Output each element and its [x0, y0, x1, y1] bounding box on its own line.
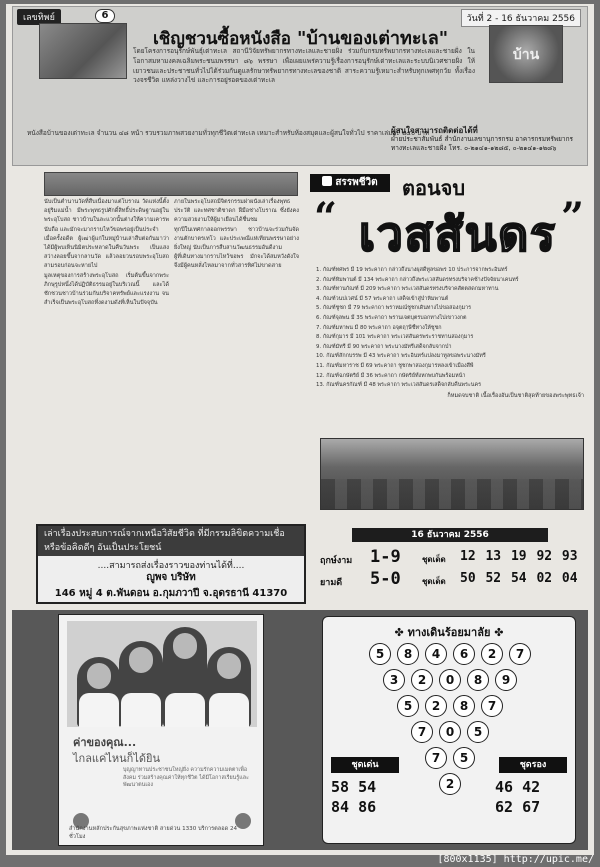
lottery-row [312, 570, 588, 592]
paragraph: ทุกปีในเทศกาลออกพรรษา ชาวบ้านจะร่วมกันจัดงานตักบาตรเทโว และประเพณีแห่เทียนพรรษาอย่างยิ่งใหญ่ นับเป็นการสืบสานวัฒนธรรมอันดีงาม [174, 226, 299, 252]
number-ball: 8 [397, 643, 419, 665]
number-ball: 2 [425, 695, 447, 717]
number-pair: 84 86 [331, 798, 377, 816]
list-item: 7. กัณฑ์มหาพน มี 80 พระคาถา อจุตฤๅษีชี้ทางให้ชูชก [316, 324, 442, 331]
number-ball: 5 [397, 695, 419, 717]
primary-set-numbers [331, 777, 407, 817]
child-shirt [209, 693, 249, 727]
turtle-book-image: บ้าน [489, 25, 563, 83]
column-logo [310, 174, 390, 192]
article-title: เวสสันดร [359, 207, 557, 261]
number-ball: 7 [425, 747, 447, 769]
list-item: 2. กัณฑ์หิมพานต์ มี 134 พระคาถา กล่าวถึงพระเวสสันดรทรงบริจาคช้างปัจจัยนาเคนทร์ [316, 276, 519, 283]
number-ball: 8 [467, 669, 489, 691]
image-watermark: [800x1135] http://upic.me/ [437, 854, 594, 865]
list-item: 8. กัณฑ์กุมาร มี 101 พระคาถา พระเวสสันดรพระราชทานสองกุมาร [316, 334, 474, 341]
number-pair: 62 67 [495, 798, 541, 816]
set-numbers: 50 52 54 02 04 [460, 571, 578, 586]
close-quote-icon: ” [560, 194, 584, 241]
child-figure [163, 627, 207, 727]
ad-brand: ญูพจ บริษัท [146, 572, 196, 583]
number-ball: 7 [411, 721, 433, 743]
page-number: 6 [95, 9, 115, 23]
lottery-row [312, 548, 588, 570]
number-ball: 9 [495, 669, 517, 691]
clover-icon: ✤ [490, 626, 504, 639]
newspaper-page [6, 4, 594, 855]
child-face [173, 633, 197, 659]
ad-address: 146 หมู่ 4 ต.พันดอน อ.กุมภวาปี จ.อุดรธานี 41370 [54, 588, 288, 599]
temple-photo [44, 172, 298, 196]
list-item: 10. กัณฑ์สักกบรรพ มี 43 พระคาถา พระอินทร์แปลงมาทูลขอพระนางมัทรี [316, 353, 486, 360]
header-band [12, 6, 588, 166]
column-name: สรรพชีวิต [335, 177, 378, 188]
lottery-date: 16 ธันวาคม 2556 [352, 528, 548, 542]
contact-box [391, 127, 581, 152]
paragraph: ผู้ที่เดินทางมากราบไหว้ขอพร มักจะได้สมหวังดังใจ จึงมีผู้คนหลั่งไหลมาจากทั่วสารทิศไม่ขาดสาย [174, 254, 299, 270]
issue-date: วันที่ 2 - 16 ธันวาคม 2556 [461, 9, 581, 27]
invite-prefix: เชิญชวนซื้อหนังสือ [153, 29, 292, 49]
set-label: ชุดเด็ด [422, 555, 446, 564]
list-item: 11. กัณฑ์มหาราช มี 69 พระคาถา ชูชกพาสองกุมารหลงเข้าเมืองสีพี [316, 362, 474, 369]
book-cover-image [39, 23, 127, 79]
right-article [310, 172, 588, 512]
number-ball: 5 [467, 721, 489, 743]
child-figure [119, 641, 163, 727]
number-ball: 7 [509, 643, 531, 665]
chapter-list [316, 266, 584, 400]
open-quote-icon: “ [314, 194, 338, 241]
child-shirt [79, 693, 119, 727]
list-item: 13. กัณฑ์นครกัณฑ์ มี 48 พระคาถา พระเวสสันดรเสด็จกลับคืนพระนคร [316, 382, 481, 389]
primary-set-label: ชุดเด่น [331, 757, 399, 773]
header-body-text: โดยโครงการอนุรักษ์พันธุ์เต่าทะเล สถานีวิจัยทรัพยากรทางทะเลและชายฝั่ง ร่วมกับกรมทรัพยากรทางทะเลและชายฝั่ง ในโอกาสมหามงคลเฉลิมพระชนมพรรษา ๘๖ พรรษา เพื่อเผยแพร่ความรู้เรื่องการอนุรักษ์เต่าทะเลและระบบนิเวศชายฝั่ง ให้เยาวชนและประชาชนทั่วไปได้ร่วมกันดูแลรักษาทรัพยากรทางทะเลของชาติ สาระความรู้เหมาะสำหรับทุกเพศทุกวัย ทั้งเรื่องวงจรชีวิต แหล่งวางไข่ และการอยู่รอดของเต่าทะเล [133, 47, 475, 85]
number-ball: 2 [439, 773, 461, 795]
psa-poster [58, 614, 264, 846]
number-ball: 6 [453, 643, 475, 665]
list-item: 12. กัณฑ์ฉกษัตริย์ มี 36 พระคาถา กษัตริย์ทั้งหกพบกันพร้อมหน้า [316, 372, 466, 379]
list-item: 5. กัณฑ์ชูชก มี 79 พระคาถา พราหมณ์ชูชกเดินทางไปขอสองกุมาร [316, 305, 472, 312]
child-figure [77, 657, 121, 727]
row-label: ฤกษ์งาม [320, 556, 353, 566]
number-ball: 7 [481, 695, 503, 717]
paragraph: มูลเหตุของการสร้างพระอุโบสถ เริ่มต้นขึ้นจากพระภิกษุรูปหนึ่งได้ปฏิบัติธรรมอยู่ในบริเวณนี้ และได้ชักชวนชาวบ้านร่วมกันบริจาคทรัพย์และแรงงาน จนสำเร็จเป็นพระอุโบสถที่งดงามดังที่เห็นในปัจจุบัน [44, 272, 169, 307]
list-item: 9. กัณฑ์มัทรี มี 90 พระคาถา พระนางมัทรีเสด็จกลับจากป่า [316, 343, 452, 350]
child-face [129, 647, 153, 673]
number-pair: 46 42 [495, 778, 541, 796]
clover-icon: ✤ [394, 626, 408, 639]
number-ball: 5 [453, 747, 475, 769]
triangle-title-text: ทางเดินร้อยมาลัย [407, 626, 491, 639]
row-pair: 1-9 [370, 547, 401, 567]
logo-mark-icon [322, 176, 332, 186]
book-title: "บ้านของเต่าทะเล" [296, 28, 449, 49]
paragraph: นับเป็นตำนานวัดที่สืบเนื่องมาแต่โบราณ วัดแห่งนี้ตั้งอยู่ริมแม่น้ำ มีพระพุทธรูปศักดิ์สิทธิ์ประดิษฐานอยู่ในพระอุโบสถ ชาวบ้านในละแวกนั้นต่างให้ความเคารพนับถือ และมักจะมากราบไหว้ขอพรอยู่เป็นประจำ [44, 199, 169, 233]
number-ball: 3 [383, 669, 405, 691]
number-ball: 4 [425, 643, 447, 665]
poster-footer: สำนักงานหลักประกันสุขภาพแห่งชาติ สายด่วน 1330 บริการตลอด 24 ชั่วโมง [69, 826, 238, 840]
left-article [44, 172, 298, 512]
poster-text: บุญญาทานประชาชนใหญ่ยิ่ง ความรักความเมตตาเพื่อสังคม ร่วมสร้างคุณค่าให้ทุกชีวิต ได้มีโอกาสเรียนรู้และพัฒนาตนเอง [123, 767, 249, 789]
number-ball: 5 [369, 643, 391, 665]
submission-ad [36, 524, 306, 604]
number-ball: 2 [411, 669, 433, 691]
poster-title: ค่าของคุณ... [73, 736, 137, 749]
contact-heading: ผู้สนใจสามารถติดต่อได้ที่ [391, 126, 478, 135]
ad-subline: ....สามารถส่งเรื่องราวของท่านได้ที่.... [97, 561, 245, 571]
number-ball: 2 [481, 643, 503, 665]
list-item: 4. กัณฑ์วนปเวศน์ มี 57 พระคาถา เสด็จเข้าสู่ป่าหิมพานต์ [316, 295, 449, 302]
number-ball: 0 [439, 721, 461, 743]
triangle-title [323, 623, 575, 641]
list-item: 3. กัณฑ์ทานกัณฑ์ มี 209 พระคาถา พระเวสสันดรทรงบริจาคสัตตสดกมหาทาน [316, 286, 499, 293]
number-pair: 58 54 [331, 778, 377, 796]
list-item: 1. กัณฑ์ทศพร มี 19 พระคาถา กล่าวถึงนางผุสดีทูลขอพร 10 ประการจากพระอินทร์ [316, 267, 508, 273]
article-column-1 [44, 198, 169, 308]
set-label: ชุดเด็ด [422, 577, 446, 586]
row-pair: 5-0 [370, 569, 401, 589]
secondary-set-label: ชุดรอง [499, 757, 567, 773]
article-column-2 [174, 198, 299, 272]
lottery-box [312, 526, 588, 604]
paragraph: ภายในพระอุโบสถมีจิตรกรรมฝาผนังเล่าเรื่องพุทธประวัติ และทศชาติชาดก ฝีมือช่างโบราณ ซึ่งยังคงความสวยงามให้ผู้มาเยือนได้ชื่นชม [174, 199, 299, 224]
procession-photo [320, 438, 584, 510]
list-footer: ก็หมดจบชาติ เนื้อเรื่องอันเป็นชาติสุดท้ายของพระพุทธเจ้า [447, 392, 584, 399]
list-item: 6. กัณฑ์จุลพน มี 35 พระคาถา พรานเจตบุตรบอกทางไปเขาวงกต [316, 314, 467, 321]
triangle-box [322, 616, 576, 844]
secondary-set-numbers [495, 777, 571, 817]
child-face [217, 653, 241, 679]
number-ball: 0 [439, 669, 461, 691]
episode-label: ตอนจบ [402, 176, 466, 200]
child-shirt [165, 693, 205, 727]
child-shirt [121, 693, 161, 727]
section-label: เลขทิพย์ [17, 9, 61, 25]
header-body-text-2: หนังสือบ้านของเต่าทะเล จำนวน ๔๘ หน้า รวบรวมภาพสวยงามทั่วทุกชีวิตเต่าทะเล เหมาะสำหรับห้องสมุดและผู้สนใจทั่วไป ราคาเล่มละ ๒๕๐ บาท [27, 129, 430, 137]
paragraph: เมื่อครั้งอดีต ผู้เฒ่าผู้แก่ในหมู่บ้านเล่าสืบต่อกันมาว่า ได้มีผู้พบเห็นนิมิตประหลาดในคืนวันพระ เป็นแสงสว่างลอยขึ้นจากลานวัด แล้วลอยวนรอบพระอุโบสถสามรอบก่อนจะหายไป [44, 235, 169, 270]
set-numbers: 12 13 19 92 93 [460, 549, 578, 564]
contact-text: ฝ่ายประชาสัมพันธ์ สำนักงานเลขานุการกรม อาคารกรมทรัพยากรทางทะเลและชายฝั่ง โทร. ๐-๒๑๔๑-๑๒๘๕, ๐-๒๑๔๑-๑๒๘๖ [391, 135, 574, 152]
poster-subtitle: ไกลแค่ไหนก็ได้ยิน [73, 752, 160, 765]
ad-headline: เล่าเรื่องประสบการณ์จากเหนือวิสัยชีวิต ที่มีกรรมลิขิตความเชื่อ หรือข้อคิดดีๆ อันเป็นประโยชน์ [38, 526, 304, 556]
children-photo [67, 621, 257, 727]
number-ball: 8 [453, 695, 475, 717]
row-label: ยามดี [320, 578, 343, 588]
child-face [87, 663, 111, 689]
child-figure [207, 647, 251, 727]
